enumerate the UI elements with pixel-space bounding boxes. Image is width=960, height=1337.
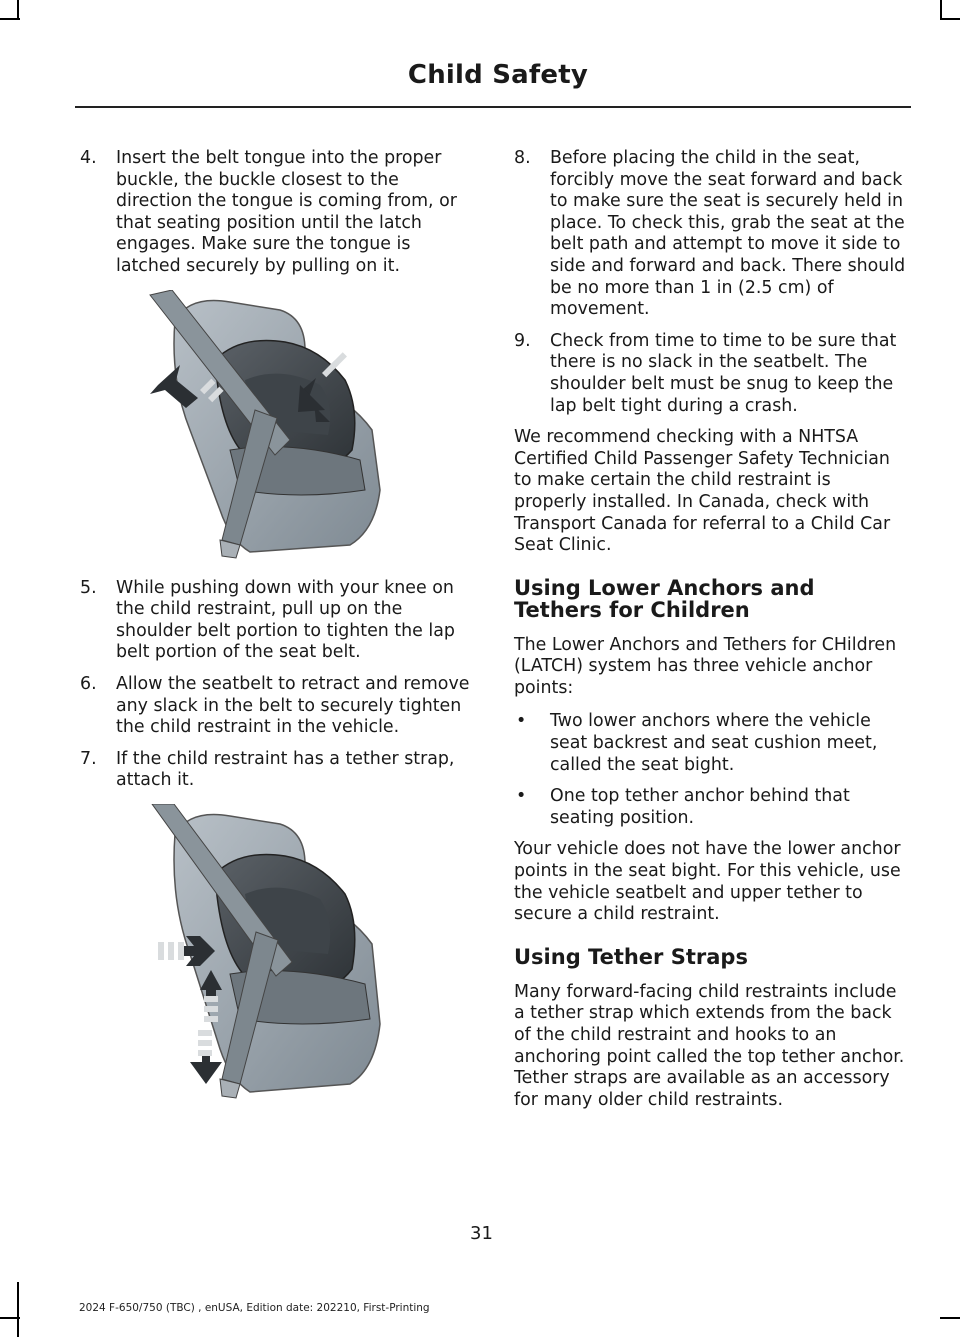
step-text: Insert the belt tongue into the proper buckle, the buckle closest to the direction the tongue is coming from, or that seating position until the latch engages. Make sure the tongue is latched securely by pulling on it.	[116, 148, 457, 276]
crop-mark	[0, 18, 20, 20]
latch-note: Your vehicle does not have the lower anchor points in the seat bight. For this vehicle, use the vehicle seatbelt and upper tether to secure a child restraint.	[514, 839, 901, 925]
tether-paragraph: Many forward-facing child restraints include a tether strap which extends from the back of the child restraint and hooks to an anchoring point called the top tether anchor. Tether straps are available as an accessory for many older child restraints.	[514, 981, 905, 1110]
bullet-text: One top tether anchor behind that seating position.	[550, 786, 850, 828]
step-5	[80, 578, 476, 664]
nhtsa-paragraph: We recommend checking with a NHTSA Certified Child Passenger Safety Technician to make certain the child restraint is properly installed. In Canada, check with Transport Canada for referral to a Child Car Seat Clinic.	[514, 427, 891, 556]
right-column	[514, 148, 908, 1123]
bullet-icon: •	[516, 786, 527, 807]
tether-heading: Using Tether Straps	[514, 944, 748, 969]
step-9	[514, 331, 908, 417]
step-text: Check from time to time to be sure that there is no slack in the seatbelt. The shoulder belt must be snug to keep the lap belt tight during a crash.	[550, 330, 897, 416]
left-column	[80, 148, 476, 1122]
step-4	[80, 148, 476, 278]
step-number: 5.	[80, 577, 97, 598]
page-number: 31	[470, 1223, 493, 1244]
step-text: If the child restraint has a tether strap, attach it.	[116, 748, 455, 791]
header-divider	[75, 106, 911, 108]
bullet-text: Two lower anchors where the vehicle seat backrest and seat cushion meet, called the seat bight.	[550, 711, 878, 775]
crop-mark	[940, 0, 942, 20]
step-number: 4.	[80, 148, 97, 168]
crop-mark	[940, 18, 960, 20]
step-text: Allow the seatbelt to retract and remove any slack in the belt to securely tighten the child restraint in the vehicle.	[116, 673, 470, 738]
step-7	[80, 749, 476, 792]
page-title: Child Safety	[407, 60, 588, 90]
list-item	[514, 711, 908, 776]
step-text: While pushing down with your knee on the child restraint, pull up on the shoulder belt portion to tighten the lap belt portion of the seat belt.	[116, 577, 455, 663]
step-number: 8.	[514, 148, 531, 168]
bullet-icon: •	[516, 711, 527, 732]
step-number: 9.	[514, 330, 531, 351]
edition-info: 2024 F-650/750 (TBC) , enUSA, Edition date: 202210, First-Printing	[79, 1302, 430, 1314]
seatbelt-tighten-illustration	[80, 804, 476, 1104]
seatbelt-buckle-illustration	[80, 290, 476, 560]
step-6	[80, 674, 476, 739]
list-item	[514, 786, 908, 829]
step-number: 6.	[80, 673, 97, 694]
crop-mark	[940, 1317, 960, 1319]
crop-mark	[0, 1317, 20, 1319]
crop-mark	[17, 0, 19, 20]
latch-heading: Using Lower Anchors and Tethers for Children	[514, 575, 815, 622]
latch-intro: The Lower Anchors and Tethers for CHildren (LATCH) system has three vehicle anchor points:	[514, 634, 897, 698]
step-text: Before placing the child in the seat, forcibly move the seat forward and back to make sure the seat is securely held in place. To check this, grab the seat at the belt path and attempt to move it side to side and forward and back. There should be no more than 1 in (2.5 cm) of movement.	[550, 148, 906, 320]
step-8	[514, 148, 908, 321]
crop-mark	[17, 1282, 19, 1337]
step-number: 7.	[80, 748, 97, 769]
